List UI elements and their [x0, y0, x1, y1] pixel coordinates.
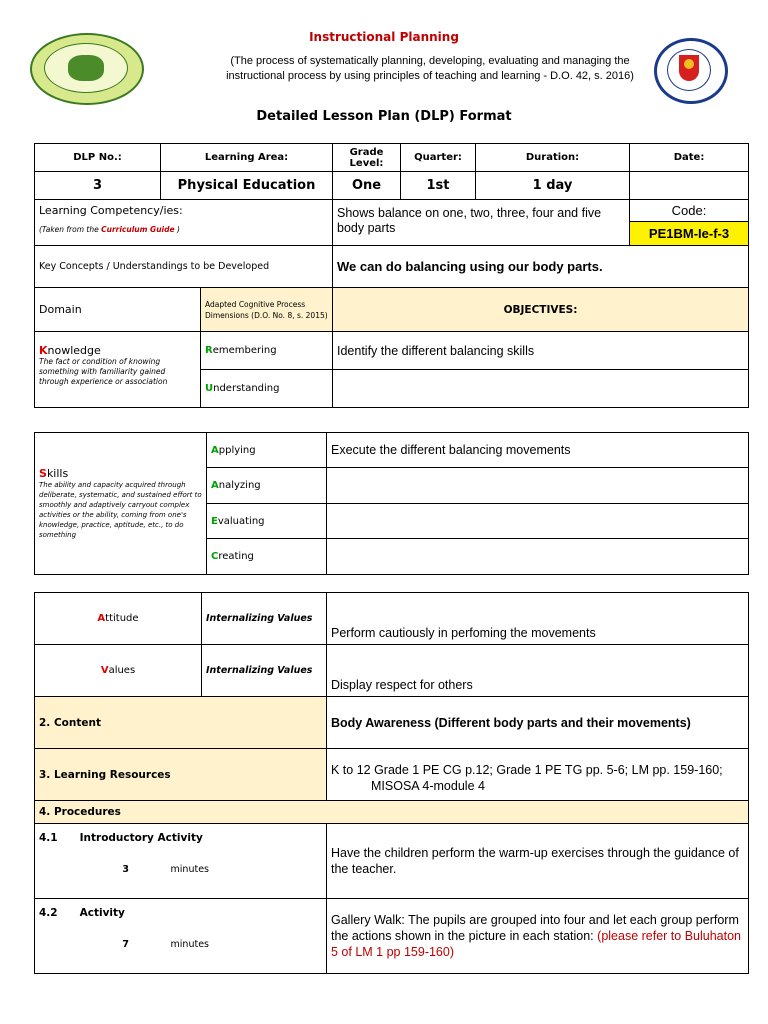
knowledge-domain — [35, 332, 201, 408]
procedure-4-1 — [35, 824, 327, 899]
info-value-quarter: 1st — [401, 172, 476, 200]
knowledge-title: Knowledge — [39, 344, 101, 357]
content-text: Body Awareness (Different body parts and their movements) — [327, 697, 749, 749]
info-header-duration: Duration: — [476, 144, 630, 172]
procedure-4-1-text: Have the children perform the warm-up exercises through the guidance of the teacher. — [327, 824, 749, 899]
key-concepts-label: Key Concepts / Understandings to be Developed — [35, 246, 333, 288]
code-label: Code: — [630, 200, 749, 222]
skills-domain — [35, 433, 207, 575]
resources-text-2: MISOSA 4-module 4 — [371, 778, 485, 793]
dimensions-label: Adapted Cognitive Process Dimensions (D.O. No. 8, s. 2015) — [201, 288, 333, 332]
values-dimension: Internalizing Values — [202, 645, 327, 697]
info-header-dlp-no: DLP No.: — [35, 144, 161, 172]
skills-row-applying: Applying — [207, 433, 327, 468]
objective-applying: Execute the different balancing movements — [327, 433, 749, 468]
resources-text: K to 12 Grade 1 PE CG p.12; Grade 1 PE TG pp. 5-6; LM pp. 159-160; — [331, 762, 723, 777]
values-domain: Values — [35, 645, 202, 697]
info-value-learning-area: Physical Education — [161, 172, 333, 200]
info-value-date — [630, 172, 749, 200]
knowledge-row-remembering: Remembering — [201, 332, 333, 370]
knowledge-description: The fact or condition of knowing something with familiarity gained through experience or association — [39, 357, 168, 386]
procedure-4-2 — [35, 899, 327, 974]
knowledge-row-understanding: Understanding — [201, 370, 333, 408]
skills-description: The ability and capacity acquired through deliberate, systematic, and sustained effort to smoothly and adaptively carryout complex activities or the ability, coming from one's knowledge, practice, aptitude, etc., to do something — [39, 481, 202, 539]
procedure-4-1-title: 4.1 Introductory Activity — [39, 832, 203, 844]
dlp-main-table — [34, 143, 749, 408]
competency-code: PE1BM-Ie-f-3 — [630, 222, 749, 246]
competency-note: (Taken from the Curriculum Guide ) — [39, 225, 180, 234]
info-header-quarter: Quarter: — [401, 144, 476, 172]
skills-table — [34, 432, 749, 575]
attitude-domain: Attitude — [35, 593, 202, 645]
resources-label: 3. Learning Resources — [35, 749, 327, 801]
skills-title: Skills — [39, 467, 69, 480]
attitude-dimension: Internalizing Values — [202, 593, 327, 645]
domain-label: Domain — [35, 288, 201, 332]
objective-creating — [327, 539, 749, 575]
objective-understanding — [333, 370, 749, 408]
header-title: Instructional Planning — [309, 30, 459, 44]
objective-evaluating — [327, 504, 749, 539]
resources-cell — [327, 749, 749, 801]
objective-attitude: Perform cautiously in perfoming the movements — [327, 593, 749, 645]
procedure-4-2-cell — [327, 899, 749, 974]
objective-values: Display respect for others — [327, 645, 749, 697]
key-concepts-text: We can do balancing using our body parts. — [333, 246, 749, 288]
objective-analyzing — [327, 468, 749, 504]
skills-row-creating: Creating — [207, 539, 327, 575]
competency-label-cell — [35, 200, 333, 246]
info-value-duration: 1 day — [476, 172, 630, 200]
procedure-4-2-duration: 7 minutes — [122, 939, 209, 950]
procedures-label: 4. Procedures — [35, 801, 749, 824]
skills-row-analyzing: Analyzing — [207, 468, 327, 504]
info-value-grade-level: One — [333, 172, 401, 200]
info-value-dlp-no: 3 — [35, 172, 161, 200]
info-header-learning-area: Learning Area: — [161, 144, 333, 172]
content-label: 2. Content — [35, 697, 327, 749]
header-description: (The process of systematically planning, developing, evaluating and managing the instructional process by using principles of teaching and learning - D.O. 42, s. 2016) — [226, 55, 634, 82]
competency-text: Shows balance on one, two, three, four and five body parts — [333, 200, 630, 246]
objective-remembering: Identify the different balancing skills — [333, 332, 749, 370]
info-header-date: Date: — [630, 144, 749, 172]
procedure-4-1-duration: 3 minutes — [122, 864, 209, 875]
procedure-4-2-text: Gallery Walk: The pupils are grouped into four and let each group perform the actions shown in the picture in each station: — [331, 913, 739, 943]
procedure-4-2-title: 4.2 Activity — [39, 907, 125, 919]
competency-label: Learning Competency/ies: — [39, 204, 183, 217]
skills-row-evaluating: Evaluating — [207, 504, 327, 539]
document-title: Detailed Lesson Plan (DLP) Format — [256, 109, 512, 124]
info-header-grade-level: Grade Level: — [333, 144, 401, 172]
objectives-label: OBJECTIVES: — [333, 288, 749, 332]
content-table — [34, 592, 749, 974]
procedure-4-2-reference: (please refer to Buluhaton 5 of LM 1 pp 159-160) — [331, 929, 741, 959]
deped-national-seal — [654, 38, 728, 104]
